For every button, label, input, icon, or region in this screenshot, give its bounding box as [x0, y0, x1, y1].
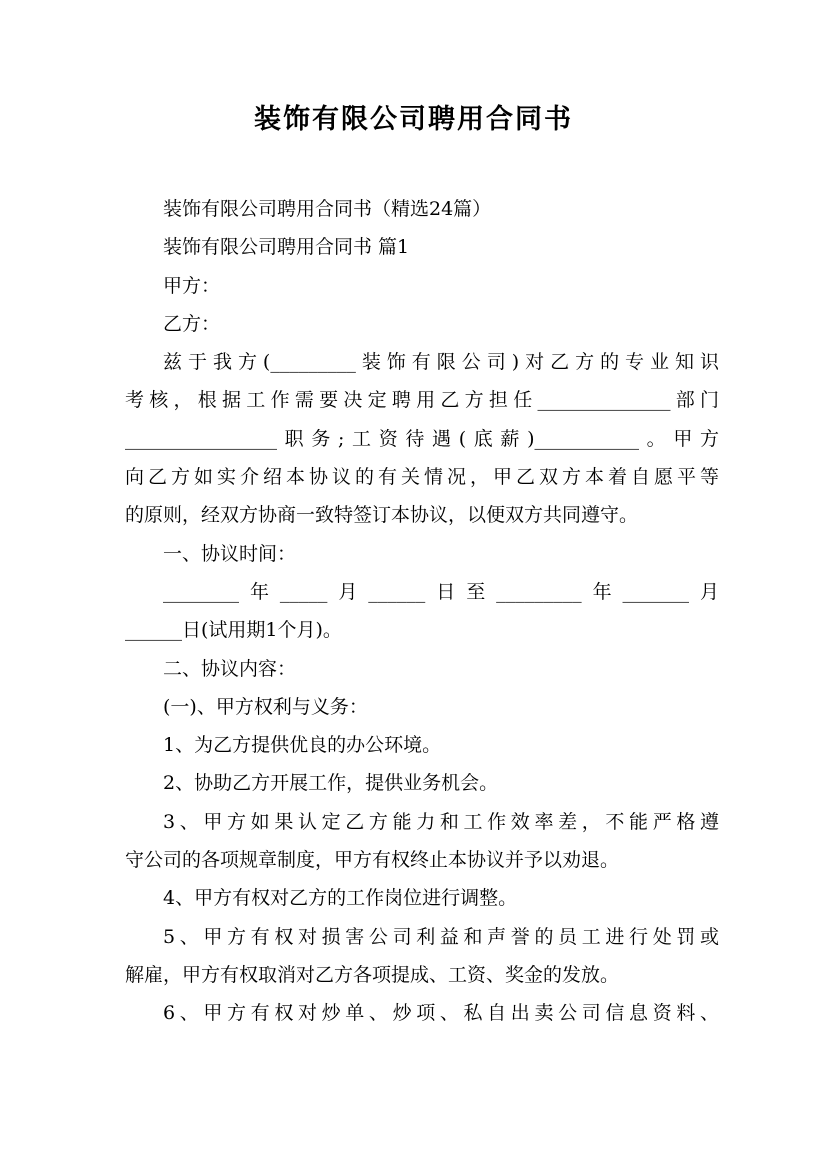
document-line: ________年_____月______日至_________年_______月	[163, 580, 719, 603]
document-line: 装饰有限公司聘用合同书（精选24篇）	[163, 198, 492, 220]
document-line: 5、甲方有权对损害公司利益和声誉的员工进行处罚或	[163, 925, 719, 948]
document-line: 一、协议时间：	[163, 542, 297, 565]
document-line: (一)、甲方权利与义务：	[163, 695, 368, 718]
document-line: 甲方：	[163, 274, 221, 297]
document-line: 守公司的各项规章制度，甲方有权终止本协议并予以劝退。	[125, 849, 620, 872]
document-line: 二、协议内容：	[163, 657, 297, 680]
document-line: 2、协助乙方开展工作，提供业务机会。	[163, 772, 499, 795]
document-line: ________________职务;工资待遇(底薪)___________。甲方	[125, 427, 719, 450]
document-line: 的原则，经双方协商一致特签订本协议，以便双方共同遵守。	[125, 504, 639, 527]
document-line: ______日(试用期1个月)。	[125, 619, 342, 642]
document-line: 装饰有限公司聘用合同书 篇1	[163, 236, 410, 259]
document-line: 3、甲方如果认定乙方能力和工作效率差，不能严格遵	[163, 810, 719, 833]
document-line: 考核，根据工作需要决定聘用乙方担任______________部门	[125, 389, 719, 412]
document-line: 乙方：	[163, 312, 221, 335]
document-line: 兹于我方(_________装饰有限公司)对乙方的专业知识	[163, 351, 719, 374]
document-line: 解雇，甲方有权取消对乙方各项提成、工资、奖金的发放。	[125, 963, 620, 986]
document-body	[125, 190, 719, 1033]
document-line: 1、为乙方提供优良的办公环境。	[163, 734, 442, 757]
document-title: 装饰有限公司聘用合同书	[254, 104, 573, 135]
document-line: 6、甲方有权对炒单、炒项、私自出卖公司信息资料、	[163, 1002, 719, 1025]
document-line: 向乙方如实介绍本协议的有关情况，甲乙双方本着自愿平等	[125, 466, 719, 489]
document-line: 4、甲方有权对乙方的工作岗位进行调整。	[163, 887, 518, 910]
